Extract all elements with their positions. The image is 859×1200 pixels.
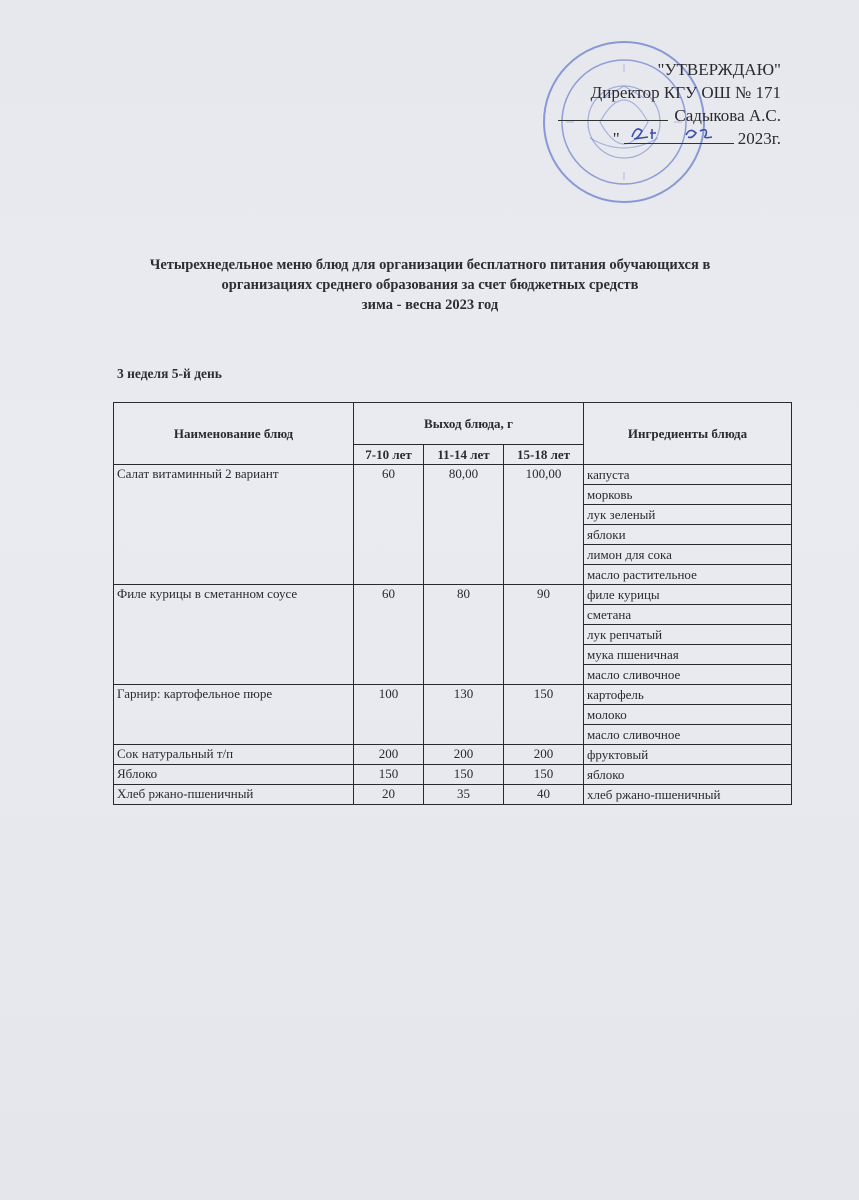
ingredient: масло сливочное — [584, 665, 792, 685]
signature-line — [558, 120, 668, 121]
ingredient: масло растительное — [584, 565, 792, 585]
yield-7-10: 200 — [354, 745, 424, 765]
title-line-3: зима - весна 2023 год — [361, 297, 499, 313]
header-age-7-10: 7-10 лет — [354, 445, 424, 465]
yield-7-10: 150 — [354, 765, 424, 785]
menu-table-body — [114, 465, 792, 805]
yield-7-10: 100 — [354, 685, 424, 745]
dish-name: Хлеб ржано-пшеничный — [114, 785, 354, 805]
header-age-15-18: 15-18 лет — [504, 445, 584, 465]
header-ingredients: Ингредиенты блюда — [584, 403, 792, 465]
date-quote: " — [612, 129, 620, 148]
page-title — [60, 255, 800, 315]
handwritten-date-icon — [624, 123, 734, 143]
table-row — [114, 745, 792, 765]
approval-position: Директор КГУ ОШ № 171 — [590, 83, 781, 102]
yield-15-18: 200 — [504, 745, 584, 765]
ingredient: мука пшеничная — [584, 645, 792, 665]
yield-11-14: 200 — [424, 745, 504, 765]
dish-name: Яблоко — [114, 765, 354, 785]
yield-11-14: 130 — [424, 685, 504, 745]
header-yield: Выход блюда, г — [354, 403, 584, 445]
yield-15-18: 100,00 — [504, 465, 584, 585]
yield-11-14: 150 — [424, 765, 504, 785]
ingredient: масло сливочное — [584, 725, 792, 745]
dish-name: Гарнир: картофельное пюре — [114, 685, 354, 745]
approval-date — [558, 127, 781, 150]
ingredient: морковь — [584, 485, 792, 505]
dish-name: Филе курицы в сметанном соусе — [114, 585, 354, 685]
ingredient: яблоки — [584, 525, 792, 545]
table-row — [114, 765, 792, 785]
title-line-2: организациях среднего образования за счет бюджетных средств — [221, 277, 639, 293]
approval-heading: "УТВЕРЖДАЮ" — [657, 60, 781, 79]
yield-15-18: 150 — [504, 685, 584, 745]
dish-name: Сок натуральный т/п — [114, 745, 354, 765]
menu-table — [113, 402, 792, 805]
dish-name: Салат витаминный 2 вариант — [114, 465, 354, 585]
approval-name: Садыкова А.С. — [674, 106, 781, 125]
header-dish: Наименование блюд — [114, 403, 354, 465]
date-handwritten — [624, 127, 734, 144]
table-row — [114, 685, 792, 705]
ingredient: капуста — [584, 465, 792, 485]
day-label: 3 неделя 5-й день — [117, 366, 222, 381]
ingredient: молоко — [584, 705, 792, 725]
yield-15-18: 90 — [504, 585, 584, 685]
ingredient: лук репчатый — [584, 625, 792, 645]
ingredient: фруктовый — [584, 745, 792, 765]
yield-7-10: 20 — [354, 785, 424, 805]
ingredient: лимон для сока — [584, 545, 792, 565]
yield-11-14: 80,00 — [424, 465, 504, 585]
yield-11-14: 80 — [424, 585, 504, 685]
yield-7-10: 60 — [354, 465, 424, 585]
yield-11-14: 35 — [424, 785, 504, 805]
yield-15-18: 40 — [504, 785, 584, 805]
date-year: 2023г. — [737, 129, 781, 148]
title-line-1: Четырехнедельное меню блюд для организации бесплатного питания обучающихся в — [149, 257, 711, 273]
table-row — [114, 785, 792, 805]
table-row — [114, 465, 792, 485]
yield-7-10: 60 — [354, 585, 424, 685]
header-age-11-14: 11-14 лет — [424, 445, 504, 465]
approval-block — [558, 58, 781, 150]
table-row — [114, 585, 792, 605]
ingredient: яблоко — [584, 765, 792, 785]
ingredient: картофель — [584, 685, 792, 705]
yield-15-18: 150 — [504, 765, 584, 785]
ingredient: сметана — [584, 605, 792, 625]
ingredient: лук зеленый — [584, 505, 792, 525]
ingredient: хлеб ржано-пшеничный — [584, 785, 792, 805]
ingredient: филе курицы — [584, 585, 792, 605]
